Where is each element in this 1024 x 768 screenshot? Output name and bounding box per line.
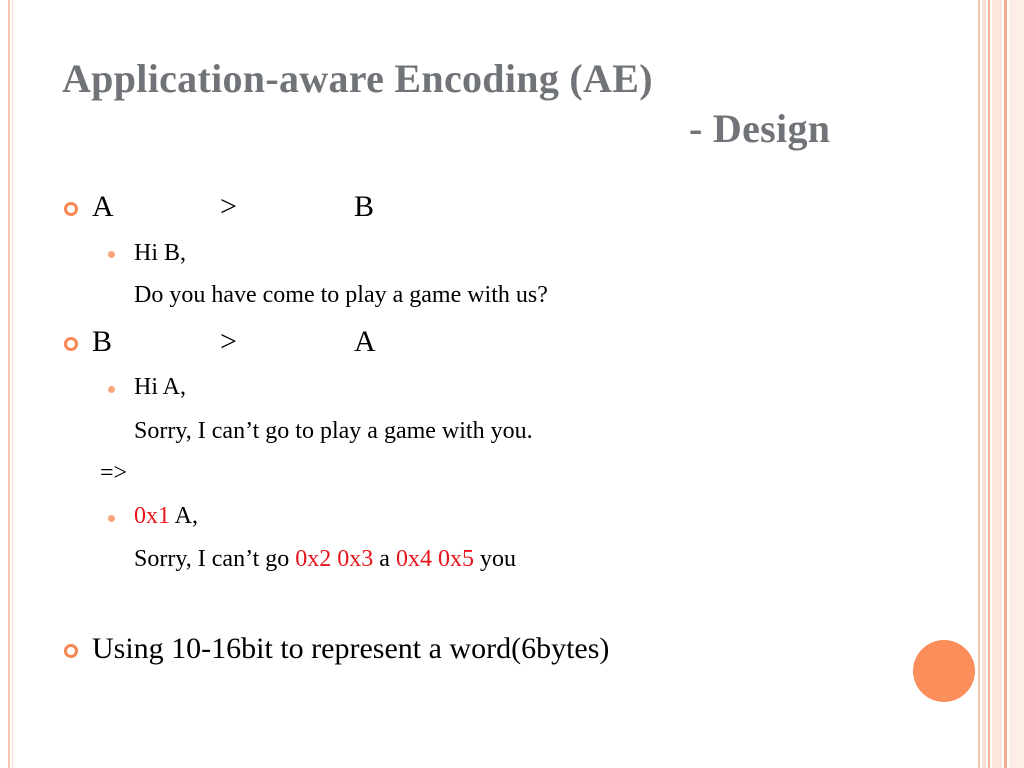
stripe [992, 0, 1002, 768]
stripe [982, 0, 986, 768]
bullet-1-to: B [354, 190, 375, 223]
encoded-text-1: A, [170, 503, 199, 529]
code-0x5: 0x5 [437, 546, 474, 572]
bullet-1-arrow: > [220, 190, 237, 223]
encoded-text-4: you [473, 546, 516, 572]
encoded-text-3: a [373, 546, 396, 572]
left-frame-line [8, 0, 10, 768]
right-stripes-decoration [978, 0, 1024, 768]
ring-bullet-icon [64, 644, 78, 658]
bullet-1 [92, 190, 374, 224]
bullet-2-arrow: > [220, 325, 237, 358]
encoded-line-2 [134, 546, 516, 573]
stripe [978, 0, 980, 768]
bullet-2-sub-line-2: Sorry, I can’t go to play a game with you. [134, 418, 533, 444]
bullet-2-to: A [354, 325, 376, 358]
bullet-2 [92, 325, 376, 359]
title-line-1: Application-aware Encoding (AE) [62, 56, 653, 101]
stripe [1009, 0, 1024, 768]
bullet-1-sub-line-2: Do you have come to play a game with us? [134, 282, 548, 308]
bullet-1-sub-line-1: Hi B, [134, 240, 187, 266]
orange-circle-icon [913, 640, 975, 702]
dot-bullet-icon [108, 515, 115, 522]
ring-bullet-icon [64, 337, 78, 351]
ring-bullet-icon [64, 202, 78, 216]
slide-title [62, 54, 902, 154]
encoded-line-1 [134, 503, 198, 530]
bullet-2-from: B [92, 325, 113, 358]
bullet-2-sub-line-1: Hi A, [134, 374, 187, 400]
bullet-3: Using 10-16bit to represent a word(6bytes) [92, 632, 610, 665]
left-frame-line-inner [12, 0, 13, 768]
dot-bullet-icon [108, 386, 115, 393]
title-line-2: - Design [689, 106, 831, 151]
implies-arrow: => [100, 460, 128, 486]
bullet-1-from: A [92, 190, 114, 223]
stripe [1004, 0, 1007, 768]
code-0x1: 0x1 [134, 503, 170, 529]
encoded-text-2: Sorry, I can’t go [134, 546, 296, 572]
code-0x4: 0x4 [395, 546, 432, 572]
code-0x2: 0x2 [295, 546, 332, 572]
dot-bullet-icon [108, 251, 115, 258]
stripe [988, 0, 990, 768]
code-0x3: 0x3 [337, 546, 374, 572]
